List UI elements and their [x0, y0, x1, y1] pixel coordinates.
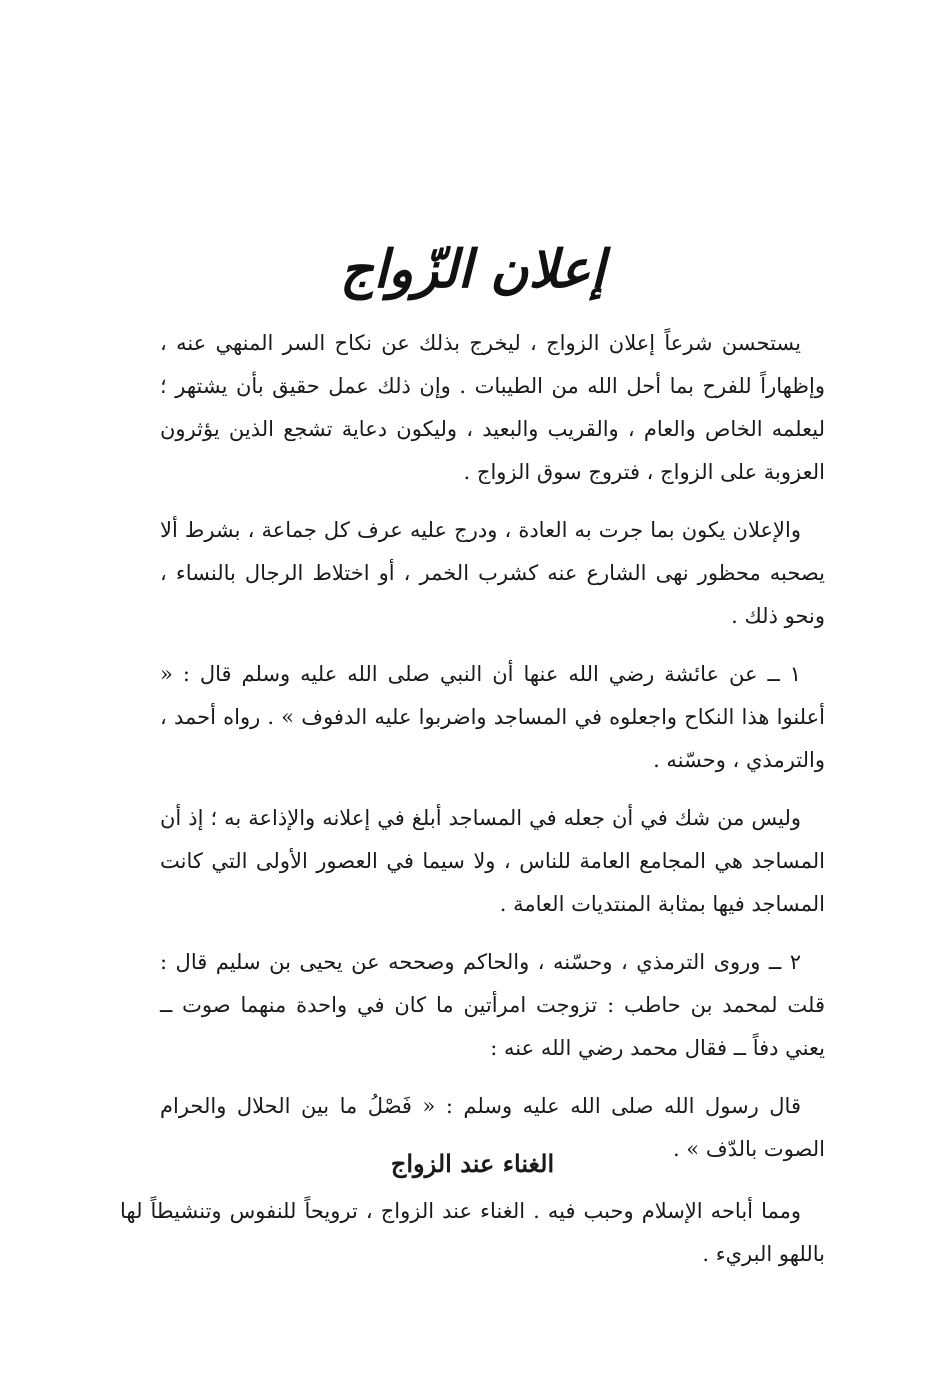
section-body	[120, 1190, 825, 1291]
chapter-title: إعلان الزّواج	[340, 238, 605, 300]
paragraph-intro: يستحسن شرعاً إعلان الزواج ، ليخرج بذلك عن نكاح السر المنهي عنه ، وإظهاراً للفرح بما أحل الله من الطيبات . وإن ذلك عمل حقيق بأن يشتهر ؛ ليعلمه الخاص والعام ، والقريب والبعيد ، وليكون دعاية تشجع الذين يؤثرون العزوبة على الزواج ، فتروج سوق الزواج .	[160, 331, 825, 484]
paragraph-singing: ومما أباحه الإسلام وحبب فيه . الغناء عند الزواج ، ترويحاً للنفوس وتنشيطاً لها باللهو البريء .	[120, 1199, 825, 1266]
paragraph-hadith-tirmidhi: ٢ ــ وروى الترمذي ، وحسّنه ، والحاكم وصححه عن يحيى بن سليم قال : قلت لمحمد بن حاطب : تزوجت امرأتين ما كان في واحدة منهما صوت ــ يعني دفاً ــ فقال محمد رضي الله عنه :	[160, 950, 825, 1060]
section-heading: الغناء عند الزواج	[390, 1148, 555, 1178]
chapter-body	[160, 322, 825, 1186]
paragraph-mosques: وليس من شك في أن جعله في المساجد أبلغ في إعلانه والإذاعة به ؛ إذ أن المساجد هي المجامع العامة للناس ، ولا سيما في العصور الأولى التي كانت المساجد فيها بمثابة المنتديات العامة .	[160, 806, 825, 916]
paragraph-prophet-quote: قال رسول الله صلى الله عليه وسلم : « فَصْلُ ما بين الحلال والحرام الصوت بالدّف » .	[160, 1094, 825, 1161]
paragraph-announcement-method: والإعلان يكون بما جرت به العادة ، ودرج عليه عرف كل جماعة ، بشرط ألا يصحبه محظور نهى الشارع عنه كشرب الخمر ، أو اختلاط الرجال بالنساء ، ونحو ذلك .	[160, 518, 825, 628]
paragraph-hadith-aisha: ١ ــ عن عائشة رضي الله عنها أن النبي صلى الله عليه وسلم قال : « أعلنوا هذا النكاح واجعلوه في المساجد واضربوا عليه الدفوف » . رواه أحمد ، والترمذي ، وحسّنه .	[160, 662, 825, 772]
